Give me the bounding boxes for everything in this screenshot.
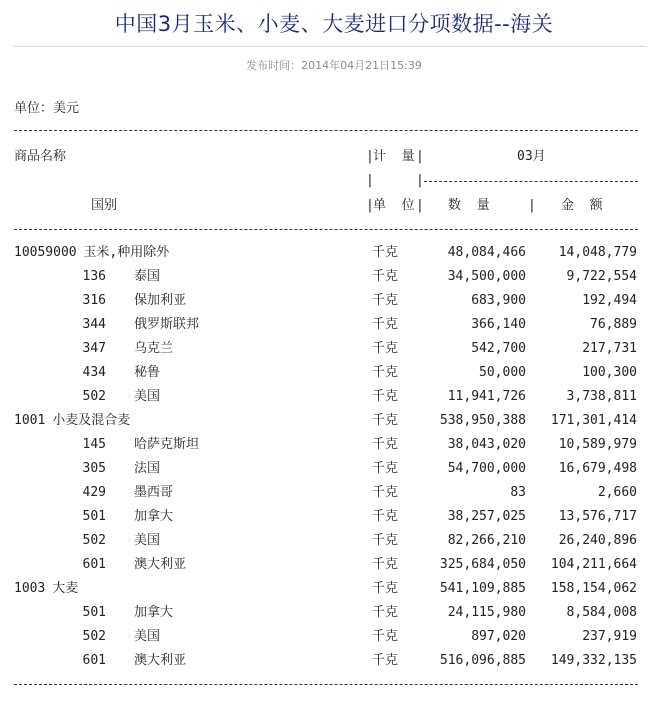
measure-unit: 千克 xyxy=(372,245,399,260)
country-name: 美国 xyxy=(134,389,161,404)
header-separator: | xyxy=(528,198,536,213)
measure-unit: 千克 xyxy=(372,581,399,596)
header-separator: | xyxy=(416,149,424,164)
country-code: 347 xyxy=(82,341,106,356)
header-bottom-rule xyxy=(14,229,638,230)
amount-value: 2,660 xyxy=(597,485,637,500)
page-title: 中国3月玉米、小麦、大麦进口分项数据--海关 xyxy=(114,12,554,36)
header-quantity: 数 量 xyxy=(448,198,490,213)
unit-note: 单位：美元 xyxy=(14,101,80,116)
quantity-value: 897,020 xyxy=(471,629,526,644)
amount-value: 100,300 xyxy=(582,365,637,380)
country-code: 502 xyxy=(82,389,106,404)
country-name: 美国 xyxy=(134,533,161,548)
amount-value: 14,048,779 xyxy=(558,245,637,260)
table-bottom-rule xyxy=(14,684,638,685)
amount-value: 149,332,135 xyxy=(550,653,637,668)
country-code: 502 xyxy=(82,629,106,644)
country-name: 墨西哥 xyxy=(134,485,174,500)
header-separator: | xyxy=(366,149,374,164)
amount-value: 9,722,554 xyxy=(566,269,637,284)
measure-unit: 千克 xyxy=(372,485,399,500)
quantity-value: 542,700 xyxy=(471,341,526,356)
quantity-value: 325,684,050 xyxy=(439,557,526,572)
header-month: 03月 xyxy=(517,149,546,164)
measure-unit: 千克 xyxy=(372,365,399,380)
quantity-value: 366,140 xyxy=(471,317,526,332)
header-unit-label-1: 计 量 xyxy=(373,149,415,164)
country-code: 305 xyxy=(82,461,106,476)
country-name: 澳大利亚 xyxy=(134,557,187,572)
measure-unit: 千克 xyxy=(372,605,399,620)
amount-value: 26,240,896 xyxy=(558,533,637,548)
country-code: 601 xyxy=(82,557,106,572)
country-name: 加拿大 xyxy=(134,509,174,524)
quantity-value: 54,700,000 xyxy=(447,461,526,476)
country-name: 乌克兰 xyxy=(134,341,174,356)
commodity-name: 玉米,种用除外 xyxy=(83,245,170,260)
country-code: 501 xyxy=(82,509,106,524)
amount-value: 158,154,062 xyxy=(550,581,637,596)
country-code: 316 xyxy=(82,293,106,308)
quantity-value: 24,115,980 xyxy=(447,605,526,620)
country-name: 俄罗斯联邦 xyxy=(134,317,200,332)
commodity-name: 大麦 xyxy=(52,581,79,596)
quantity-value: 516,096,885 xyxy=(439,653,526,668)
country-code: 502 xyxy=(82,533,106,548)
publish-time: 发布时间：2014年04月21日15:39 xyxy=(246,59,422,72)
header-separator: | xyxy=(366,198,374,213)
measure-unit: 千克 xyxy=(372,293,399,308)
amount-value: 76,889 xyxy=(590,317,637,332)
amount-value: 104,211,664 xyxy=(550,557,637,572)
measure-unit: 千克 xyxy=(372,389,399,404)
measure-unit: 千克 xyxy=(372,653,399,668)
header-separator: | xyxy=(416,173,424,188)
header-separator: | xyxy=(366,173,374,188)
amount-value: 8,584,008 xyxy=(566,605,637,620)
quantity-value: 683,900 xyxy=(471,293,526,308)
country-code: 136 xyxy=(82,269,106,284)
header-unit-label-2: 单 位 xyxy=(373,198,415,213)
quantity-value: 82,266,210 xyxy=(447,533,526,548)
header-month-rule xyxy=(424,181,638,182)
measure-unit: 千克 xyxy=(372,557,399,572)
amount-value: 217,731 xyxy=(582,341,637,356)
amount-value: 10,589,979 xyxy=(558,437,637,452)
country-code: 429 xyxy=(82,485,106,500)
country-name: 澳大利亚 xyxy=(134,653,187,668)
amount-value: 237,919 xyxy=(582,629,637,644)
amount-value: 13,576,717 xyxy=(558,509,637,524)
commodity-code: 1001 xyxy=(14,413,46,428)
quantity-value: 50,000 xyxy=(479,365,526,380)
commodity-code: 1003 xyxy=(14,581,46,596)
country-code: 501 xyxy=(82,605,106,620)
amount-value: 192,494 xyxy=(582,293,637,308)
country-name: 哈萨克斯坦 xyxy=(134,437,200,452)
measure-unit: 千克 xyxy=(372,317,399,332)
header-goods-name: 商品名称 xyxy=(14,149,67,164)
quantity-value: 38,257,025 xyxy=(447,509,526,524)
measure-unit: 千克 xyxy=(372,269,399,284)
measure-unit: 千克 xyxy=(372,461,399,476)
header-separator: | xyxy=(416,198,424,213)
measure-unit: 千克 xyxy=(372,437,399,452)
quantity-value: 11,941,726 xyxy=(447,389,526,404)
amount-value: 171,301,414 xyxy=(550,413,637,428)
header-amount: 金 额 xyxy=(561,198,603,213)
country-name: 秘鲁 xyxy=(134,365,161,380)
commodity-code: 10059000 xyxy=(14,245,77,260)
country-name: 法国 xyxy=(134,461,161,476)
country-name: 保加利亚 xyxy=(134,293,187,308)
measure-unit: 千克 xyxy=(372,341,399,356)
country-code: 601 xyxy=(82,653,106,668)
country-code: 145 xyxy=(82,437,106,452)
measure-unit: 千克 xyxy=(372,629,399,644)
amount-value: 16,679,498 xyxy=(558,461,637,476)
country-name: 美国 xyxy=(134,629,161,644)
country-name: 泰国 xyxy=(134,269,161,284)
country-name: 加拿大 xyxy=(134,605,174,620)
quantity-value: 83 xyxy=(510,485,526,500)
country-code: 344 xyxy=(82,317,106,332)
quantity-value: 541,109,885 xyxy=(439,581,526,596)
header-country: 国别 xyxy=(91,198,118,213)
commodity-name: 小麦及混合麦 xyxy=(52,413,131,428)
measure-unit: 千克 xyxy=(372,533,399,548)
title-divider xyxy=(12,46,646,47)
table-top-rule xyxy=(14,130,638,131)
amount-value: 3,738,811 xyxy=(566,389,637,404)
quantity-value: 34,500,000 xyxy=(447,269,526,284)
measure-unit: 千克 xyxy=(372,509,399,524)
measure-unit: 千克 xyxy=(372,413,399,428)
quantity-value: 38,043,020 xyxy=(447,437,526,452)
country-code: 434 xyxy=(82,365,106,380)
quantity-value: 538,950,388 xyxy=(439,413,526,428)
quantity-value: 48,084,466 xyxy=(447,245,526,260)
